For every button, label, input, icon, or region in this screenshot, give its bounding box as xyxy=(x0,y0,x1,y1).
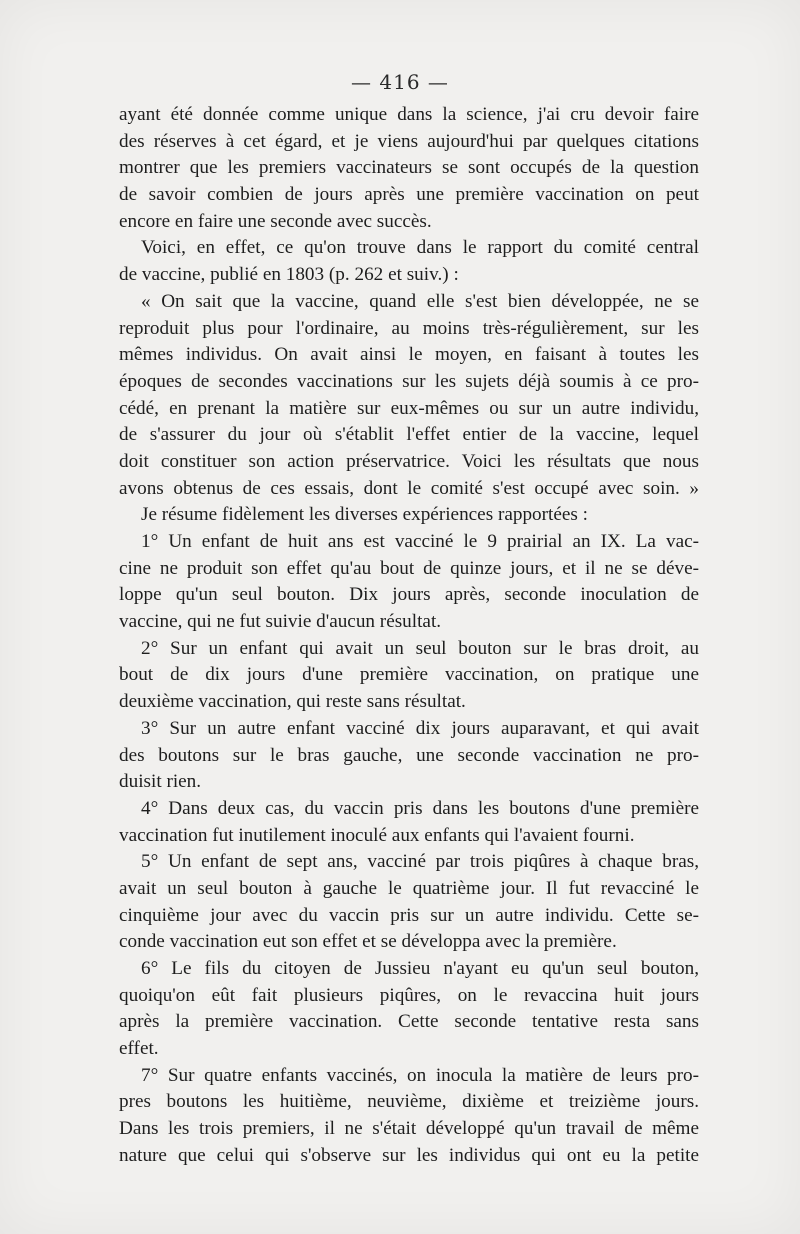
page-number: — 416 — xyxy=(351,70,449,94)
text-line: 6° Le fils du citoyen de Jussieu n'ayant eu qu'un seul bouton, xyxy=(141,958,699,979)
text-line: pres boutons les huitième, neuvième, dixième et treizième jours. xyxy=(119,1091,699,1113)
text-line: 4° Dans deux cas, du vaccin pris dans les boutons d'une première xyxy=(141,797,699,819)
text-line: mêmes individus. On avait ainsi le moyen, en faisant à toutes les xyxy=(119,344,699,366)
text-line: avait un seul bouton à gauche le quatrième jour. Il fut revacciné le xyxy=(119,877,699,899)
text-line: doit constituer son action préservatrice. Voici les résultats que nous xyxy=(119,450,699,472)
text-line: époques de secondes vaccinations sur les sujets déjà soumis à ce pro- xyxy=(119,370,699,392)
text-line: effet. xyxy=(119,1038,159,1060)
text-line: vaccine, qui ne fut suivie d'aucun résultat. xyxy=(119,611,442,633)
text-line: cine ne produit son effet qu'au bout de quinze jours, et il ne se déve- xyxy=(119,557,699,579)
text-line: de savoir combien de jours après une première vaccination on peut xyxy=(119,184,699,206)
text-line: deuxième vaccination, qui reste sans résultat. xyxy=(119,691,466,713)
text-line: reproduit plus pour l'ordinaire, au moins très-régulièrement, sur les xyxy=(119,317,699,339)
text-line: encore en faire une seconde avec succès. xyxy=(119,210,432,232)
text-line: montrer que les premiers vaccinateurs se sont occupés de la question xyxy=(119,157,699,179)
text-line: 3° Sur un autre enfant vacciné dix jours auparavant, et qui avait xyxy=(141,717,699,739)
text-line: duisit rien. xyxy=(119,771,202,793)
text-line: nature que celui qui s'observe sur les individus qui ont eu la petite xyxy=(119,1144,699,1166)
body-text xyxy=(119,102,699,1170)
text-line: conde vaccination eut son effet et se développa avec la première. xyxy=(119,931,617,953)
text-line: quoiqu'on eût fait plusieurs piqûres, on le revaccina huit jours xyxy=(119,984,699,1006)
text-line: cinquième jour avec du vaccin pris sur un autre individu. Cette se- xyxy=(119,904,699,926)
text-line: Je résume fidèlement les diverses expériences rapportées : xyxy=(141,504,588,526)
text-line: 5° Un enfant de sept ans, vacciné par trois piqûres à chaque bras, xyxy=(141,851,699,873)
text-line: 1° Un enfant de huit ans est vacciné le 9 prairial an IX. La vac- xyxy=(141,531,699,552)
text-line: loppe qu'un seul bouton. Dix jours après, seconde inoculation de xyxy=(119,584,699,606)
text-line: après la première vaccination. Cette seconde tentative resta sans xyxy=(119,1011,699,1033)
text-line: avons obtenus de ces essais, dont le comité s'est occupé avec soin. » xyxy=(119,477,699,499)
text-line: cédé, en prenant la matière sur eux-mêmes ou sur un autre individu, xyxy=(119,397,699,419)
text-line: 2° Sur un enfant qui avait un seul bouton sur le bras droit, au xyxy=(141,637,699,659)
text-line: Dans les trois premiers, il ne s'était développé qu'un travail de même xyxy=(119,1118,699,1140)
text-line: de s'assurer du jour où s'établit l'effet entier de la vaccine, lequel xyxy=(119,424,699,446)
text-line: vaccination fut inutilement inoculé aux enfants qui l'avaient fourni. xyxy=(119,824,635,846)
text-line: Voici, en effet, ce qu'on trouve dans le rapport du comité central xyxy=(141,237,699,259)
text-line: des réserves à cet égard, et je viens aujourd'hui par quelques citations xyxy=(119,130,699,152)
text-line: ayant été donnée comme unique dans la science, j'ai cru devoir faire xyxy=(119,104,699,125)
text-line: 7° Sur quatre enfants vaccinés, on inocula la matière de leurs pro- xyxy=(141,1064,699,1086)
text-line: de vaccine, publié en 1803 (p. 262 et suiv.) : xyxy=(119,264,459,286)
text-line: bout de dix jours d'une première vaccination, on pratique une xyxy=(119,664,699,686)
text-line: « On sait que la vaccine, quand elle s'est bien développée, ne se xyxy=(141,290,699,312)
text-line: des boutons sur le bras gauche, une seconde vaccination ne pro- xyxy=(119,744,699,766)
